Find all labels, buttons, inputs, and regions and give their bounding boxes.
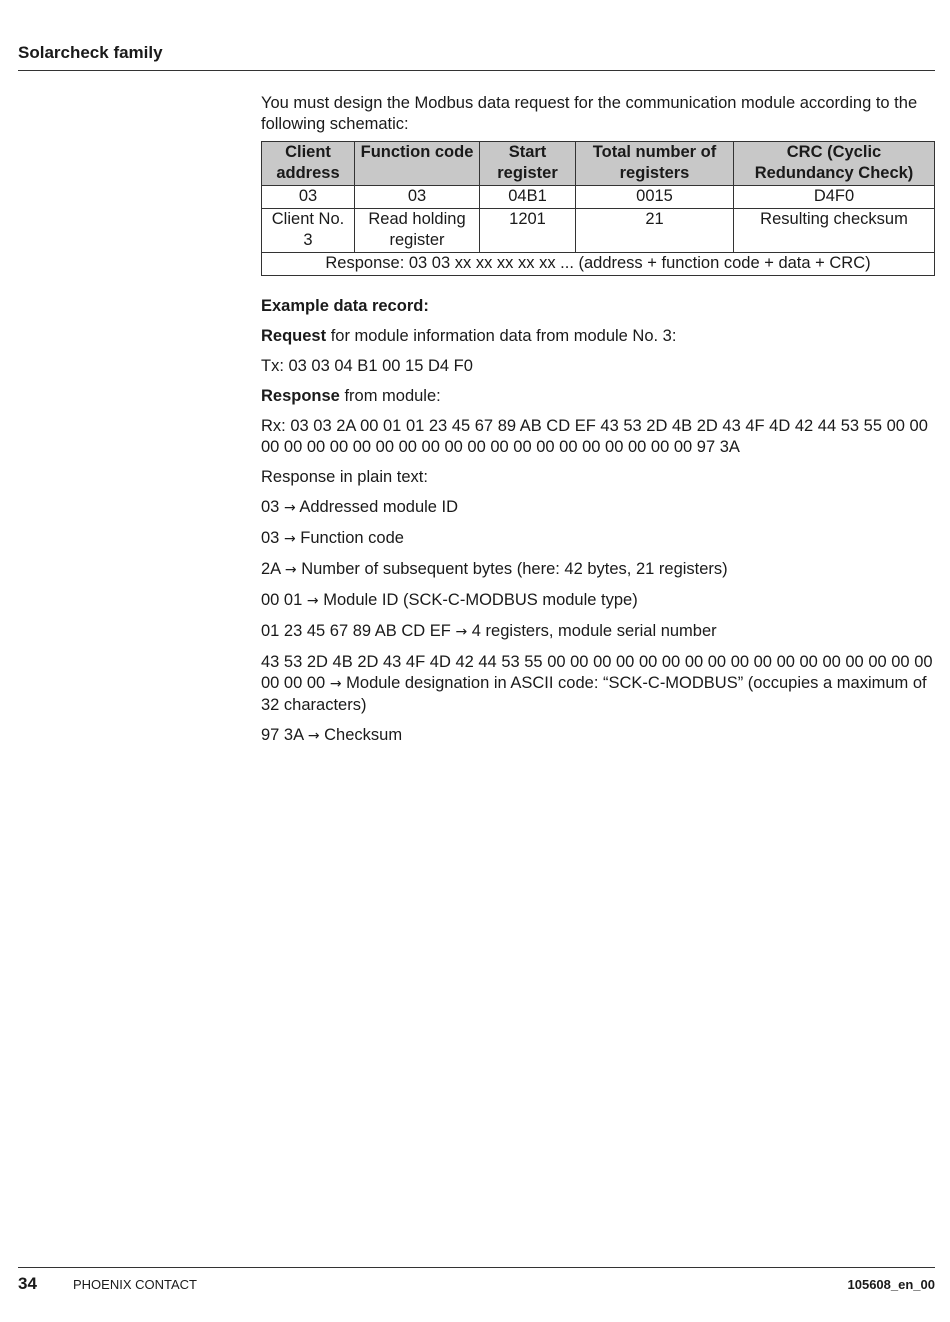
main-content [261,93,935,756]
document-id: 105608_en_00 [847,1277,935,1292]
byte-code: 01 23 45 67 89 AB CD EF [261,622,451,640]
byte-description: Checksum [324,726,403,744]
table-cell: Client No. 3 [262,209,355,253]
response-text: from module: [339,387,441,405]
page-header-title: Solarcheck family [18,43,163,62]
header-start-register: Start register [480,142,576,186]
header-divider [18,70,935,71]
right-arrow-icon: → [307,728,320,744]
table-cell: 03 [355,186,480,209]
byte-code: 2A [261,560,281,578]
list-item [261,497,935,519]
request-text: for module information data from module No. 3: [326,327,677,345]
list-item [261,590,935,612]
response-label: Response [261,387,340,405]
right-arrow-icon: → [284,562,297,578]
header-function-code: Function code [355,142,480,186]
byte-code: 03 [261,498,280,516]
byte-code: 97 3A [261,726,304,744]
header-client-address: Client address [262,142,355,186]
list-item [261,528,935,550]
byte-description: 4 registers, module serial number [471,622,717,640]
table-header-row [262,142,935,186]
example-heading: Example data record: [261,297,429,315]
request-label: Request [261,327,327,345]
plain-text-label: Response in plain text: [261,468,428,486]
byte-description: Function code [300,529,404,547]
byte-code: 43 53 2D 4B 2D 43 4F 4D 42 44 53 55 00 00 00 00 00 00 00 00 00 00 00 00 00 00 00 00 00 00 00 00 [261,653,933,692]
list-item [261,652,935,716]
byte-description: Module designation in ASCII code: “SCK-C-MODBUS” (occupies a maximum of 32 characters) [261,674,927,714]
right-arrow-icon: → [455,624,468,640]
company-name: PHOENIX CONTACT [73,1277,197,1292]
header-crc: CRC (Cyclic Redundancy Check) [734,142,935,186]
byte-code: 03 [261,529,280,547]
rx-line: Rx: 03 03 2A 00 01 01 23 45 67 89 AB CD EF 43 53 2D 4B 2D 43 4F 4D 42 44 53 55 00 00 00 00 00 00 00 00 00 00 00 00 00 00 00 00 00 00 00 00 00 97 3A [261,417,928,456]
byte-description: Module ID (SCK-C-MODBUS module type) [323,591,638,609]
table-cell: 04B1 [480,186,576,209]
table-cell: 21 [576,209,734,253]
table-row [262,209,935,253]
response-line [261,386,935,407]
request-line [261,326,935,347]
table-response-row [262,253,935,276]
header-total-registers: Total number of registers [576,142,734,186]
right-arrow-icon: → [329,676,342,692]
table-cell: 0015 [576,186,734,209]
table-cell: Resulting checksum [734,209,935,253]
intro-paragraph: You must design the Modbus data request for the communication module according to the following schematic: [261,94,918,133]
table-row [262,186,935,209]
right-arrow-icon: → [306,593,319,609]
footer-divider [18,1267,935,1268]
table-cell: 03 [262,186,355,209]
page-number: 34 [18,1274,37,1293]
table-cell: D4F0 [734,186,935,209]
modbus-request-schematic-table [261,141,935,276]
byte-description: Addressed module ID [299,498,459,516]
right-arrow-icon: → [283,500,296,516]
right-arrow-icon: → [283,531,296,547]
list-item [261,621,935,643]
byte-description: Number of subsequent bytes (here: 42 bytes, 21 registers) [301,560,728,578]
byte-code: 00 01 [261,591,303,609]
list-item [261,725,935,747]
response-cell: Response: 03 03 xx xx xx xx xx ... (address + function code + data + CRC) [262,253,935,276]
list-item [261,559,935,581]
table-cell: Read holding register [355,209,480,253]
tx-line: Tx: 03 03 04 B1 00 15 D4 F0 [261,357,473,375]
table-cell: 1201 [480,209,576,253]
